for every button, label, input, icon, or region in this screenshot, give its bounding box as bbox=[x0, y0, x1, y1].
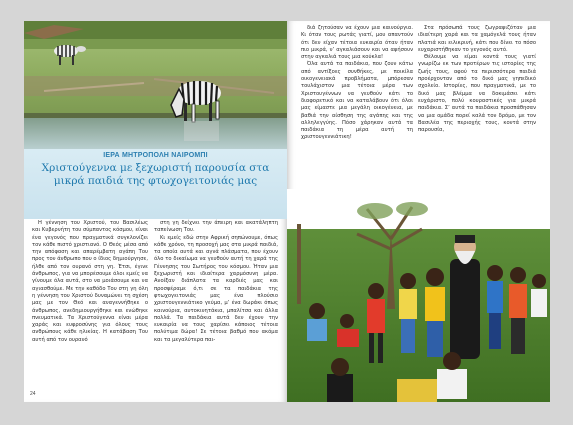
left-column-2 bbox=[154, 220, 278, 344]
right-column-2 bbox=[418, 25, 536, 134]
zebra-photo bbox=[24, 21, 287, 149]
paragraph: Όλα αυτά τα παιδάκια, που ζουν κάτω από αντίξοες συνθήκες, με ποικίλα οικογενειακά προβλήματα, μπόρεσαν τουλάχιστον μια τέτοια μέρα των Χριστουγέννων να γευθούν κάτι το διαφορετικό και να καταλάβουν ότι όλοι μας είμαστε μια μεγάλη οικογένεια, με βαθιά την αίσθηση της αγάπης και της αλληλεγγύης. Πόσο χάρηκαν αυτά τα παιδάκια τη μέρα αυτή τη χριστουγεννιάτικη! bbox=[301, 61, 413, 141]
right-page bbox=[287, 21, 550, 402]
paragraph: Κι εμείς εδώ στην Αφρική σηπώνουμε, όπως κάθε χρόνο, τη προσοχή μας στα μικρά παιδιά, τα οποία αυτά και αγνά πλάσματα, που έχουν όλο το δικαίωμα να γευθούν αυτή τη χαρά της Γέννησης του Σωτήρος του κόσμου. Ήταν μια ξεχωριστή και ιδιαίτερα χαρμόσυνη μέρα. Ανοίξαν διάπλατα τα καρδιές μας και προσφέραμε ό,τι σε τα παιδάκια της φτωχογειτονιάς μας ένα πλούσιο χριστουγεννιάτικο γεύμα, μ’ ένα δωράκι όπως καινούρια, αυτοκινητάκια, μπαλίτσα και άλλα πολλά. Τα παιδάκια αυτά δεν έχουν την ευκαιρία να τους χαρίσει κάποιος τέτοια πολύτιμα δώρα! Σε τέτοια βαθμό που ακόμα και τα μεγαλύτερα παι- bbox=[154, 234, 278, 343]
paragraph: διά ζητούσαν να έχουν μια καινούργια. Κι όταν τους ρωτάς γιατί, μου απαντούν ότι δεν είχαν τέτοια ευκαιρία όταν ήταν πιο μικρά, ν’ αγκαλιάσουν και να αφήσουν στην αγκαλιά τους μια κούκλα! bbox=[301, 25, 413, 61]
paragraph: στη γη δείχνει την άπειρη και ακατάληπτη ταπείνωση Του. bbox=[154, 220, 278, 234]
section-kicker: ΙΕΡΑ ΜΗΤΡΟΠΟΛΗ ΝΑΙΡΟΜΠΙ bbox=[103, 152, 208, 159]
article-headline: Χριστούγεννα με ξεχωριστή παρουσία στα μικρά παιδιά της φτωχογειτονιάς μας bbox=[41, 162, 270, 187]
magazine-spread bbox=[24, 21, 550, 402]
paragraph: Θέλουμε να είμαι κοντά τους γιατί γνωρίζω εκ των προτέρων τις ιστορίες της ζωής τους, αφού τα περισσότερα παιδιά προέρχονταν από το δικό μας γηπεδικό σχολείο. Ιστορίες, που πραγματικά, με το δικό μας βλέμμα να δοκιμάσει κάτι ευχάριστο, πολύ κουραστικές για μικρά παιδάκια. Σ’ αυτά τα παιδάκια προσπάθησαν να μια ομάδα πορεί καλά τον δρόμο, με τον Βασιλέα της περιοχής τους, κοντά στην παρουσία, bbox=[418, 54, 536, 134]
left-page bbox=[24, 21, 287, 402]
children-group-photo bbox=[287, 189, 550, 402]
left-column-1 bbox=[32, 220, 148, 344]
right-column-1 bbox=[301, 25, 413, 142]
paragraph: Στα πρόσωπά τους ζωγραφιζόταν μια ιδιαίτερη χαρά και τα χαμόγελά τους ήταν πλατιά και ειλικρινή, κάτι που δίνει το πόσο ευχαριστήθηκαν το γεγονός αυτό. bbox=[418, 25, 536, 53]
paragraph: Η γέννηση του Χριστού, του Βασιλέως και Κυβερνήτη του σύμπαντος κόσμου, είναι ένα γεγονός που πραγματικά συγκλονίζει τον κάθε πιστό χριστιανό. Ο Θεός μέσα από την απόφαση και απαρέμβατη αγάπη Του προς τον άνθρωπο που ο ίδιος δημιούργησε, ήλθε από τον ουρανό στη γη. Έτσι, έγινε άνθρωπος, για να μπορέσουμε όλοι εμείς να γίνουμε όλα αυτά, στο να μοιάσουμε και να αγιασθούμε. Με την καθόδο Του στη γη όλη η γέννηση του Χριστού δυναμώνει τη σχέση μας με τον Θεό και αναγεννήθηκε ο άνθρωπος, ανεδημιουργήθηκε και ενώθηκε πνευματικά. Τα Χριστούγεννα είναι μέρα χαράς και ευφροσύνης για όλους τους ανθρώπους κάθε ηλικίας. Η κατάβαση Του αυτή από τον ουρανό bbox=[32, 220, 148, 343]
page-number: 24 bbox=[30, 391, 36, 397]
